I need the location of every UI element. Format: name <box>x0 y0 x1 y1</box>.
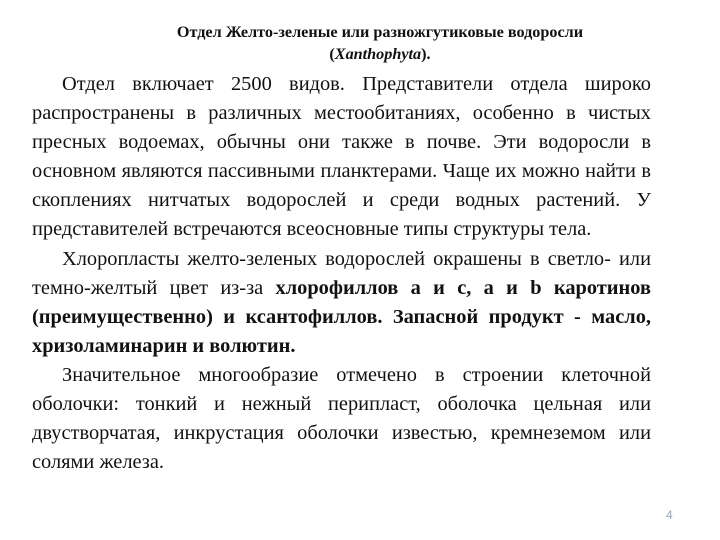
paragraph-3: Значительное многообразие отмечено в строении клеточной оболочки: тонкий и нежный перипласт, оболочка цельная или двустворчатая, инкрустация оболочки известью, кремнеземом или солями железа. <box>32 363 651 474</box>
paragraph-2-bold: хлорофиллов а и с, а и b каротинов (преимущественно) и ксантофиллов. Запасной продукт - масло, хризоламинарин и волютин. <box>32 276 651 357</box>
heading-line-1: Отдел Желто-зеленые или разножгутиковые водоросли <box>176 23 584 41</box>
heading-open-paren: ( <box>329 45 335 63</box>
body-text <box>32 70 651 477</box>
paragraph-2-regular: Хлоропласты желто-зеленых водорослей окрашены в светло- или темно-желтый цвет из-за <box>32 247 651 299</box>
paragraph-2 <box>32 245 651 361</box>
paragraph-1: Отдел включает 2500 видов. Представители отдела широко распространены в различных местообитаниях, особенно в чистых пресных водоемах, обычны они также в почве. Эти водоросли в основном являются пассивными планктерами. Чаще их можно найти в скоплениях нитчатых водорослей и среди водных растений. У представителей встречаются всеосновные типы структуры тела. <box>32 73 651 241</box>
heading-line-2 <box>80 43 680 65</box>
heading-close-paren: ). <box>421 45 431 63</box>
section-heading <box>80 21 680 65</box>
page-number: 4 <box>666 508 673 522</box>
heading-latin-name: Xanthophyta <box>334 45 422 63</box>
